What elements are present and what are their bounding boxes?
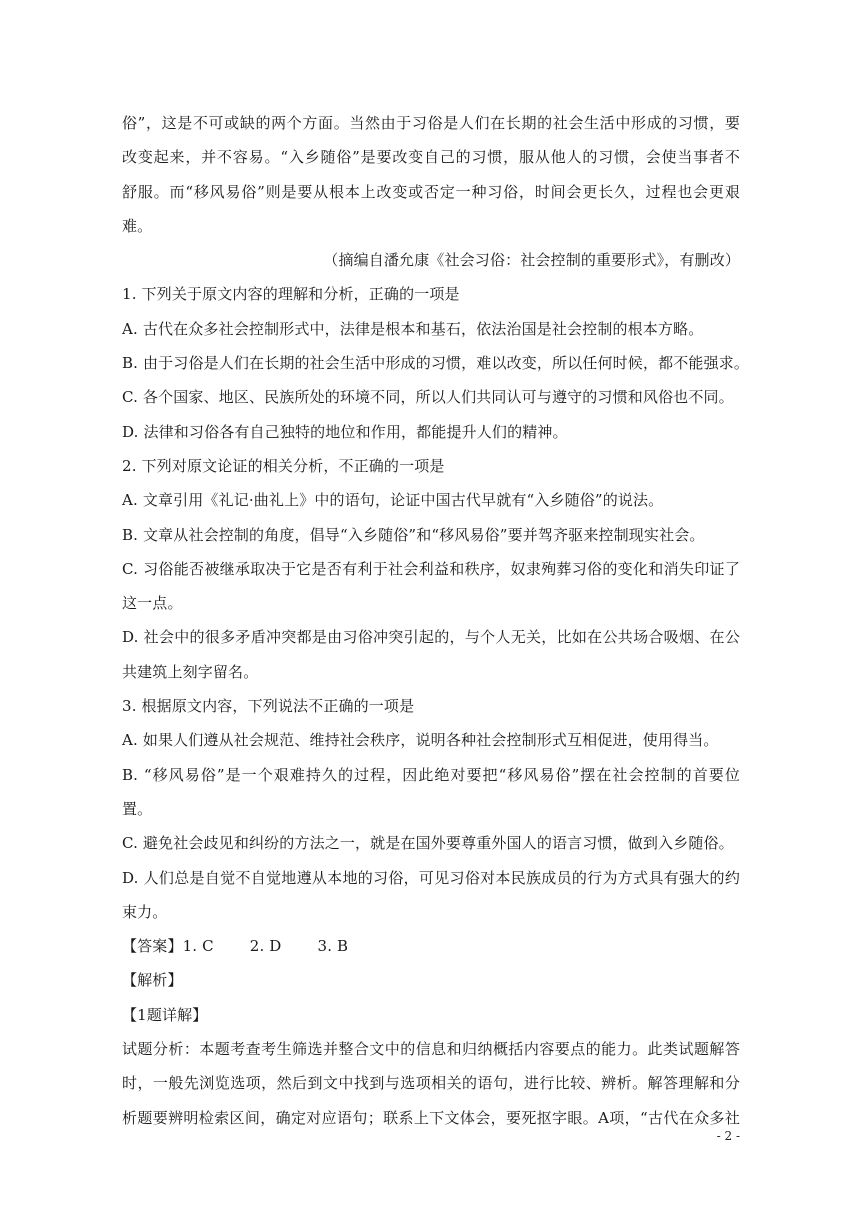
option-d: D. 人们总是自觉不自觉地遵从本地的习俗，可见习俗对本民族成员的行为方式具有强大的约 bbox=[122, 868, 740, 887]
passage-line: 俗”，这是不可或缺的两个方面。当然由于习俗是人们在长期的社会生活中形成的习惯，要 bbox=[122, 114, 740, 132]
detail-line: 试题分析：本题考查考生筛选并整合文中的信息和归纳概括内容要点的能力。此类试题解答 bbox=[122, 1040, 740, 1059]
option-b-continued: 置。 bbox=[122, 799, 153, 818]
option-c: C. 避免社会歧见和纠纷的方法之一，就是在国外要尊重外国人的语言习惯，做到入乡随俗。 bbox=[122, 834, 734, 853]
detail-paragraph bbox=[122, 1032, 740, 1135]
option-c-continued: 这一点。 bbox=[122, 594, 183, 613]
option-b: B. 文章从社会控制的角度，倡导“入乡随俗”和“移风易俗”要并驾齐驱来控制现实社会。 bbox=[122, 525, 705, 544]
page-number: - 2 - bbox=[716, 1129, 740, 1143]
option-a: A. 古代在众多社会控制形式中，法律是根本和基石，依法治国是社会控制的根本方略。 bbox=[122, 319, 704, 338]
question-1 bbox=[122, 277, 750, 448]
answer-item: 3. B bbox=[317, 937, 349, 956]
answer-line bbox=[122, 929, 740, 963]
answer-item: 2. D bbox=[249, 937, 282, 956]
option-a: A. 如果人们遵从社会规范、维持社会秩序，说明各种社会控制形式互相促进，使用得当。 bbox=[122, 731, 719, 750]
answer-label: 【答案】 bbox=[122, 937, 183, 956]
analysis-label: 【解析】 bbox=[122, 971, 183, 990]
option-d: D. 法律和习俗各有自己独特的地位和作用，都能提升人们的精神。 bbox=[122, 422, 568, 441]
answer-item: 1. C bbox=[182, 937, 214, 956]
passage-line: 舒服。而“移风易俗”则是要从根本上改变或否定一种习俗，时间会更长久，过程也会更艰 bbox=[122, 182, 740, 201]
option-d: D. 社会中的很多矛盾冲突都是由习俗冲突引起的，与个人无关，比如在公共场合吸烟、在公 bbox=[122, 628, 740, 647]
detail-label: 【1题详解】 bbox=[122, 1005, 208, 1024]
question-stem: 1. 下列关于原文内容的理解和分析，正确的一项是 bbox=[122, 285, 460, 304]
option-c: C. 各个国家、地区、民族所处的环境不同，所以人们共同认可与遵守的习惯和风俗也不同。 bbox=[122, 388, 734, 407]
question-stem: 2. 下列对原文论证的相关分析，不正确的一项是 bbox=[122, 456, 445, 475]
option-b: B. “移风易俗”是一个艰难持久的过程，因此绝对要把“移风易俗”摆在社会控制的首要位 bbox=[122, 765, 740, 784]
source-note: （摘编自潘允康《社会习俗：社会控制的重要形式》，有删改） bbox=[323, 251, 740, 270]
passage-line: 难。 bbox=[122, 216, 153, 235]
question-stem: 3. 根据原文内容，下列说法不正确的一项是 bbox=[122, 697, 415, 716]
passage-paragraph bbox=[122, 106, 740, 243]
option-a: A. 文章引用《礼记·曲礼上》中的语句，论证中国古代早就有“入乡随俗”的说法。 bbox=[122, 491, 664, 510]
detail-line: 析题要辨明检索区间，确定对应语句；联系上下文体会，要死抠字眼。A项，“古代在众多社 bbox=[122, 1108, 740, 1127]
detail-line: 时，一般先浏览选项，然后到文中找到与选项相关的语句，进行比较、辨析。解答理解和分 bbox=[122, 1074, 740, 1093]
option-d-continued: 共建筑上刻字留名。 bbox=[122, 662, 259, 681]
passage-line: 改变起来，并不容易。“入乡随俗”是要改变自己的习惯，服从他人的习惯，会使当事者不 bbox=[122, 148, 740, 167]
question-3 bbox=[122, 689, 740, 929]
option-c: C. 习俗能否被继承取决于它是否有利于社会利益和秩序，奴隶殉葬习俗的变化和消失印证了 bbox=[122, 559, 740, 578]
page-content bbox=[122, 106, 750, 1135]
question-2 bbox=[122, 449, 740, 689]
option-d-continued: 束力。 bbox=[122, 902, 168, 921]
option-b: B. 由于习俗是人们在长期的社会生活中形成的习惯，难以改变，所以任何时候，都不能强求。 bbox=[122, 354, 750, 373]
